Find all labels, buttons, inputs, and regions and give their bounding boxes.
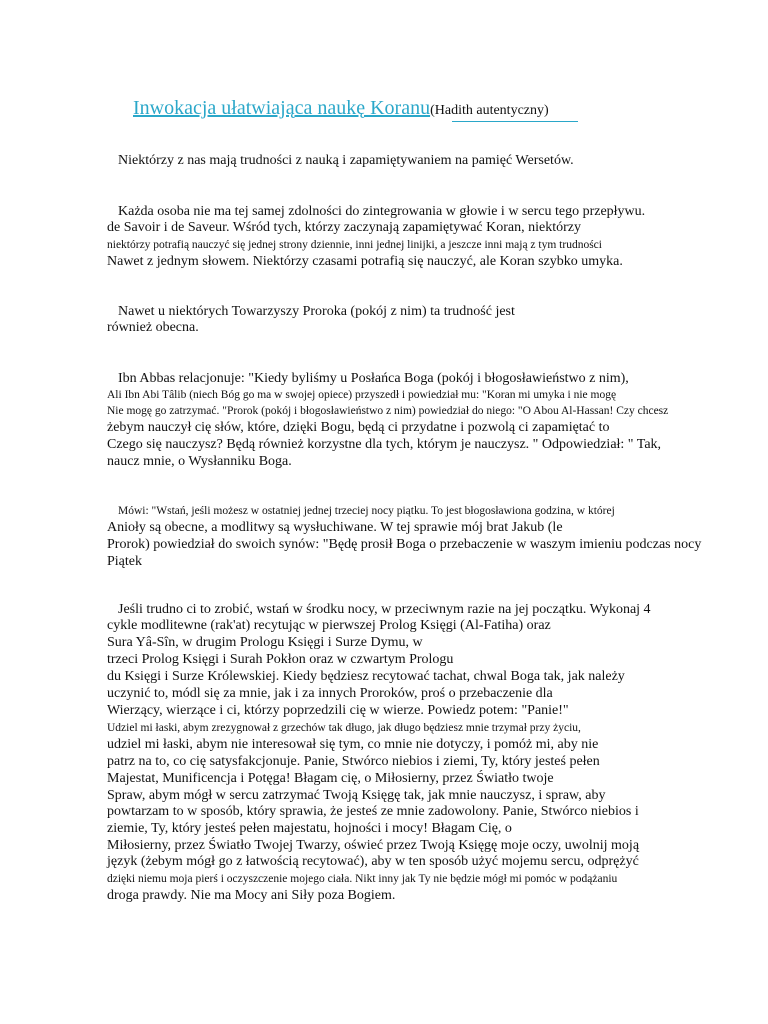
paragraph-line: Mówi: "Wstań, jeśli możesz w ostatniej jednej trzeciej nocy piątku. To jest błogosławiona godzina, w której: [118, 505, 615, 517]
paragraph-line: Anioły są obecne, a modlitwy są wysłuchiwane. W tej sprawie mój brat Jakub (le: [107, 520, 563, 535]
paragraph-line: Ali Ibn Abi Tâlib (niech Bóg go ma w swojej opiece) przyszedł i powiedział mu: "Koran mi umyka i nie mogę: [107, 389, 617, 401]
paragraph-line: dzięki niemu moja pierś i oczyszczenie mojego ciała. Nikt inny jak Ty nie będzie mógł mi pomóc w podążaniu: [107, 873, 618, 885]
paragraph-line: ziemie, Ty, który jesteś pełen majestatu, hojności i mocy! Błagam Cię, o: [107, 821, 512, 836]
paragraph-line: Miłosierny, przez Światło Twojej Twarzy, oświeć przez Twoją Księgę moje oczy, uwolnij moją: [107, 838, 640, 853]
paragraph-line: Nawet z jednym słowem. Niektórzy czasami potrafią się nauczyć, ale Koran szybko umyka.: [107, 254, 623, 269]
title-underline: [452, 121, 578, 122]
paragraph-line: Każda osoba nie ma tej samej zdolności do zintegrowania w głowie i w sercu tego przepływu.: [118, 204, 646, 219]
paragraph-line: Wierzący, wierzące i ci, którzy poprzedzili cię w wierze. Powiedz potem: "Panie!": [107, 703, 569, 718]
paragraph-line: uczynić to, módl się za mnie, jak i za innych Proroków, proś o przebaczenie dla: [107, 686, 553, 701]
paragraph-line: trzeci Prolog Księgi i Surah Pokłon oraz w czwartym Prologu: [107, 652, 454, 667]
paragraph-line: Prorok) powiedział do swoich synów: "Będę prosił Boga o przebaczenie w waszym imieniu podczas nocy: [107, 537, 702, 552]
paragraph-line: Niektórzy z nas mają trudności z nauką i zapamiętywaniem na pamięć Wersetów.: [118, 153, 574, 168]
paragraph-line: de Savoir i de Saveur. Wśród tych, którzy zaczynają zapamiętywać Koran, niektórzy: [107, 220, 582, 235]
title-note: (Hadith autentyczny): [430, 103, 549, 118]
paragraph-line: droga prawdy. Nie ma Mocy ani Siły poza Bogiem.: [107, 888, 396, 903]
paragraph-line: Udziel mi łaski, abym zrezygnował z grzechów tak długo, jak długo będziesz mnie trzymał przy życiu,: [107, 722, 581, 734]
paragraph-line: Majestat, Munificencja i Potęga! Błagam cię, o Miłosierny, przez Światło twoje: [107, 771, 554, 786]
paragraph-line: cykle modlitewne (rak'at) recytując w pierwszej Prolog Księgi (Al-Fatiha) oraz: [107, 618, 551, 633]
paragraph-line: powtarzam to w sposób, który sprawia, że jesteś ze mnie zadowolony. Panie, Stwórco niebios i: [107, 804, 639, 819]
paragraph-line: Spraw, abym mógł w sercu zatrzymać Twoją Księgę tak, jak mnie nauczysz, i spraw, aby: [107, 788, 606, 803]
title-link[interactable]: Inwokacja ułatwiająca naukę Koranu: [133, 97, 431, 119]
paragraph-line: Czego się nauczysz? Będą również korzystne dla tych, którym je nauczysz. " Odpowiedział: " Tak,: [107, 437, 662, 452]
paragraph-line: du Księgi i Surze Królewskiej. Kiedy będziesz recytować tachat, chwal Boga tak, jak należy: [107, 669, 625, 684]
paragraph-line: niektórzy potrafią nauczyć się jednej strony dziennie, inni jednej linijki, a jeszcze inni mają z tym trudności: [107, 239, 602, 251]
paragraph-line: Ibn Abbas relacjonuje: "Kiedy byliśmy u Posłańca Boga (pokój i błogosławieństwo z nim),: [118, 371, 629, 386]
paragraph-line: również obecna.: [107, 320, 199, 335]
paragraph-line: Sura Yâ-Sîn, w drugim Prologu Księgi i Surze Dymu, w: [107, 635, 423, 650]
paragraph-line: udziel mi łaski, abym nie interesował się tym, co mnie nie dotyczy, i pomóż mi, aby nie: [107, 737, 599, 752]
paragraph-line: żebym nauczył cię słów, które, dzięki Bogu, będą ci przydatne i pozwolą ci zapamiętać to: [107, 420, 610, 435]
paragraph-line: Nawet u niektórych Towarzyszy Proroka (pokój z nim) ta trudność jest: [118, 304, 515, 319]
paragraph-line: Piątek: [107, 554, 142, 569]
paragraph-line: język (żebym mógł go z łatwością recytować), aby w ten sposób użyć mojemu sercu, odprężyć: [107, 854, 639, 869]
paragraph-line: naucz mnie, o Wysłanniku Boga.: [107, 454, 292, 469]
paragraph-line: Jeśli trudno ci to zrobić, wstań w środku nocy, w przeciwnym razie na jej początku. Wykonaj 4: [118, 602, 651, 617]
paragraph-line: patrz na to, co cię satysfakcjonuje. Panie, Stwórco niebios i ziemi, Ty, który jesteś pełen: [107, 754, 600, 769]
title: [133, 97, 549, 120]
paragraph-line: Nie mogę go zatrzymać. "Prorok (pokój i błogosławieństwo z nim) powiedział do niego: "O Abou Al-Hassan! Czy chcesz: [107, 405, 669, 417]
